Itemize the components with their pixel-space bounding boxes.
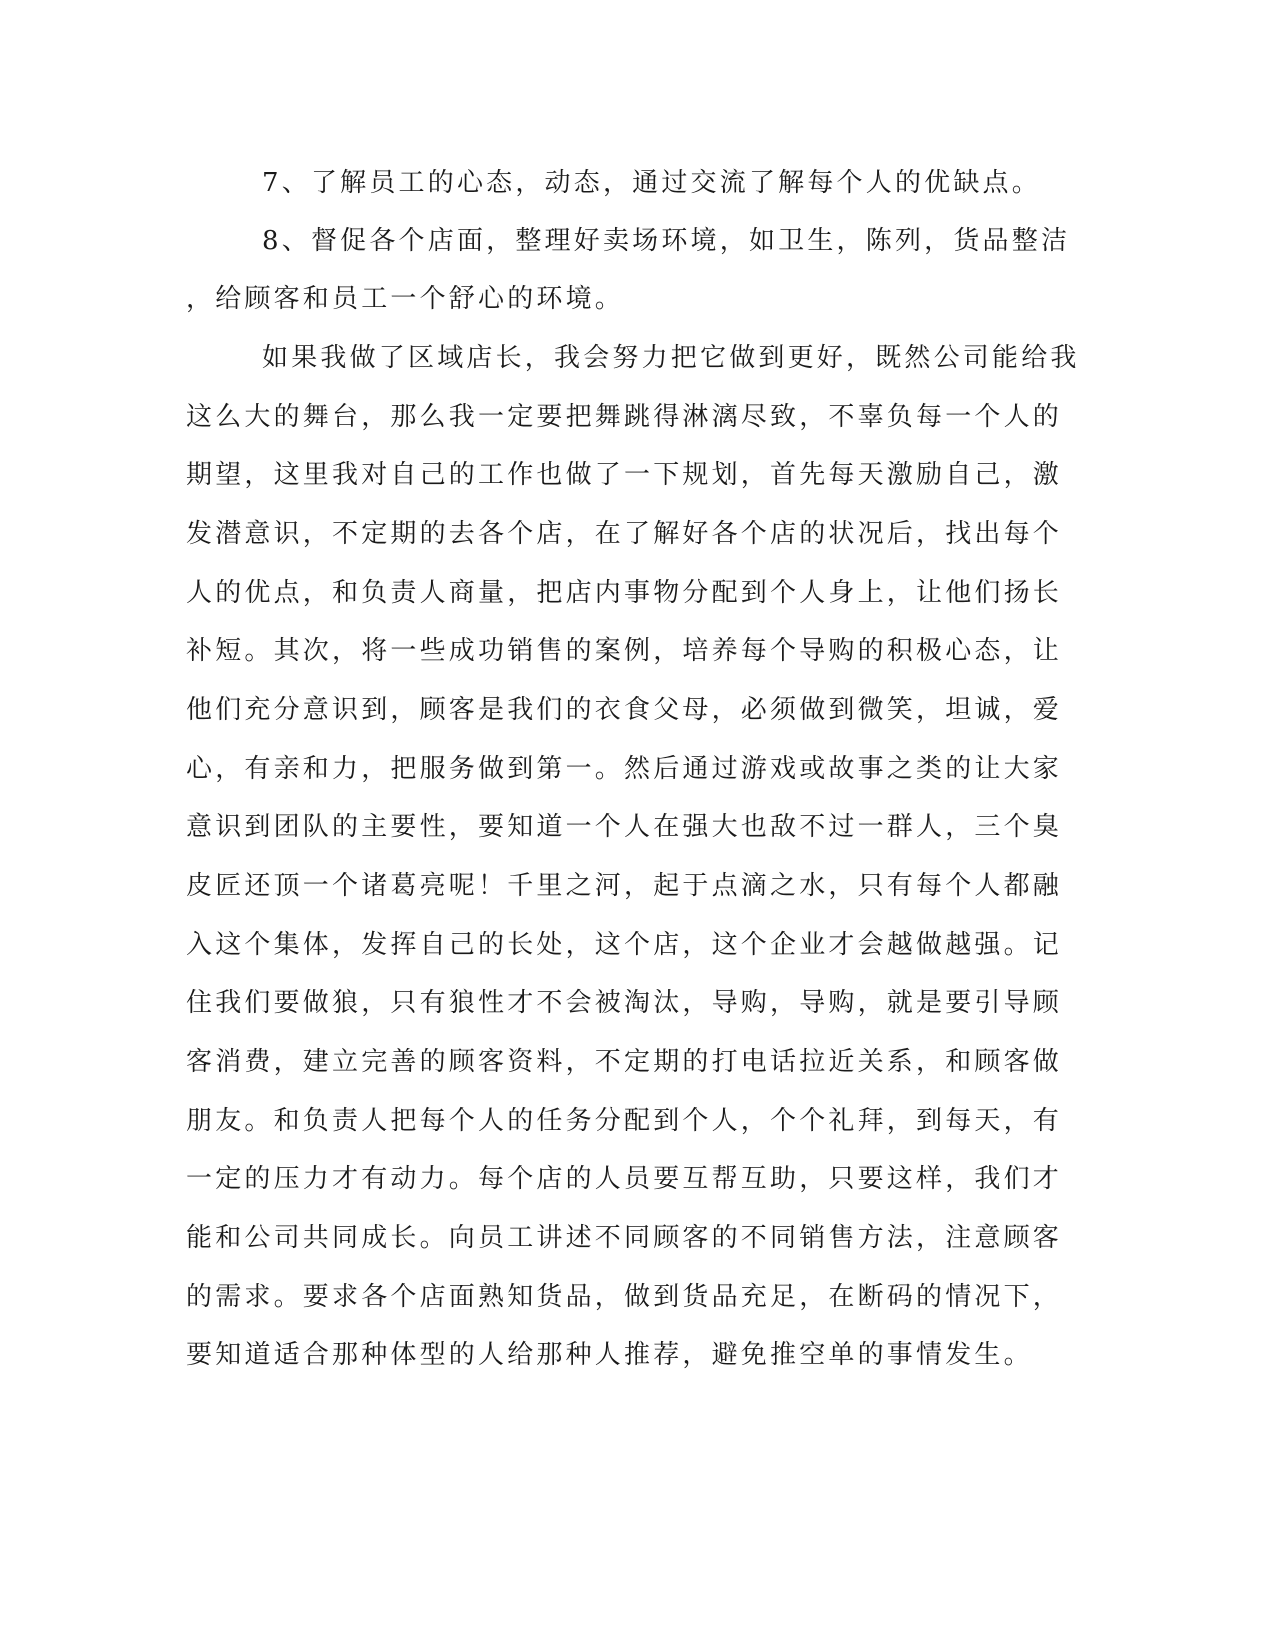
paragraph-line: 皮匠还顶一个诸葛亮呢！千里之河，起于点滴之水，只有每个人都融 bbox=[186, 871, 1063, 901]
paragraph-line: 意识到团队的主要性，要知道一个人在强大也敌不过一群人，三个臭 bbox=[186, 812, 1063, 842]
paragraph-line: 的需求。要求各个店面熟知货品，做到货品充足，在断码的情况下， bbox=[186, 1282, 1063, 1312]
paragraph-line: 一定的压力才有动力。每个店的人员要互帮互助，只要这样，我们才 bbox=[186, 1164, 1063, 1194]
paragraph-line: 发潜意识，不定期的去各个店，在了解好各个店的状况后，找出每个 bbox=[186, 519, 1063, 549]
paragraph-line: 朋友。和负责人把每个人的任务分配到个人，个个礼拜，到每天，有 bbox=[186, 1106, 1063, 1136]
paragraph-line: 人的优点，和负责人商量，把店内事物分配到个人身上，让他们扬长 bbox=[186, 578, 1063, 608]
paragraph-line: 入这个集体，发挥自己的长处，这个店，这个企业才会越做越强。记 bbox=[186, 930, 1063, 960]
paragraph-line: 这么大的舞台，那么我一定要把舞跳得淋漓尽致，不辜负每一个人的 bbox=[186, 402, 1063, 432]
paragraph-line: 他们充分意识到，顾客是我们的衣食父母，必须做到微笑，坦诚，爱 bbox=[186, 695, 1063, 725]
paragraph-line: 客消费，建立完善的顾客资料，不定期的打电话拉近关系，和顾客做 bbox=[186, 1047, 1063, 1077]
paragraph-line: 要知道适合那种体型的人给那种人推荐，避免推空单的事情发生。 bbox=[186, 1340, 1033, 1370]
paragraph-line: 住我们要做狼，只有狼性才不会被淘汰，导购，导购，就是要引导顾 bbox=[186, 988, 1063, 1018]
paragraph-line: 期望，这里我对自己的工作也做了一下规划，首先每天激励自己，激 bbox=[186, 460, 1063, 490]
paragraph-line: 如果我做了区域店长，我会努力把它做到更好，既然公司能给我 bbox=[262, 343, 1080, 373]
paragraph-line: 能和公司共同成长。向员工讲述不同顾客的不同销售方法，注意顾客 bbox=[186, 1223, 1063, 1253]
list-item-7: 7、了解员工的心态，动态，通过交流了解每个人的优缺点。 bbox=[262, 168, 1041, 198]
paragraph-line: 补短。其次，将一些成功销售的案例，培养每个导购的积极心态，让 bbox=[186, 636, 1063, 666]
paragraph-line: 心，有亲和力，把服务做到第一。然后通过游戏或故事之类的让大家 bbox=[186, 754, 1063, 784]
list-item-8: 8、督促各个店面，整理好卖场环境，如卫生，陈列，货品整洁 bbox=[262, 226, 1071, 256]
list-item-8-continuation: ，给顾客和员工一个舒心的环境。 bbox=[186, 284, 625, 314]
